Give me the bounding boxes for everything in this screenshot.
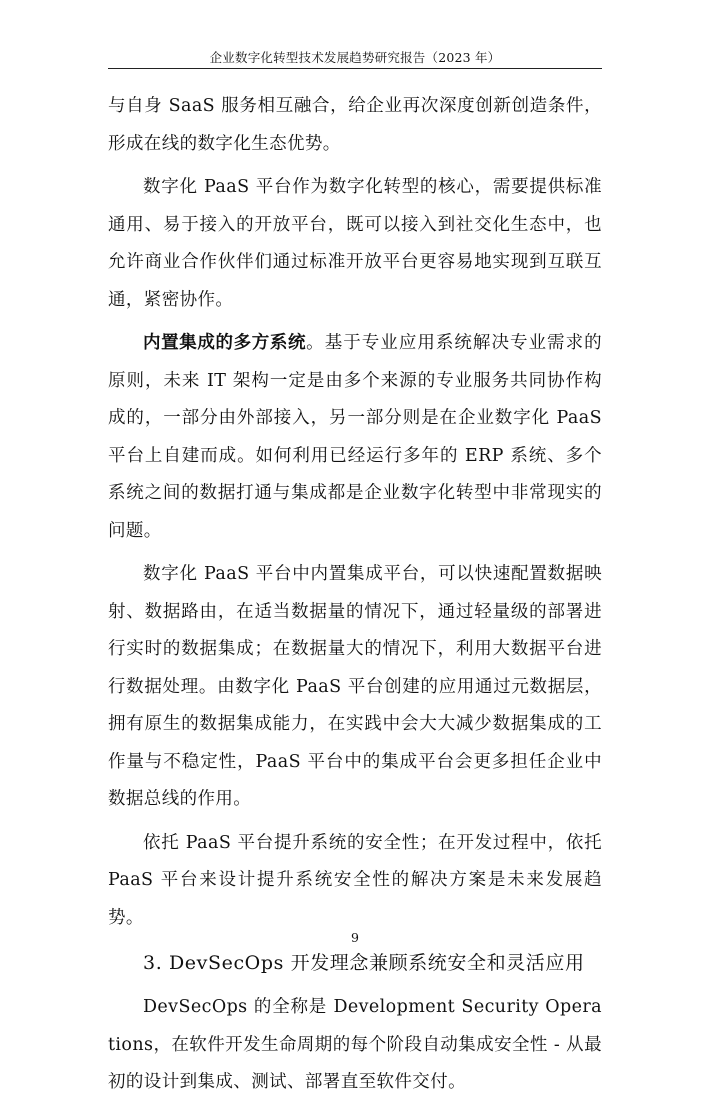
paragraph-saas-continuation: 与自身 SaaS 服务相互融合，给企业再次深度创新创造条件，形成在线的数字化生态优势。 (108, 96, 602, 154)
bold-lead-phrase: 内置集成的多方系统 (143, 333, 307, 353)
page-number: 9 (351, 930, 359, 945)
header-divider (108, 68, 602, 69)
paragraph-integration-platform: 数字化 PaaS 平台中内置集成平台，可以快速配置数据映射、数据路由，在适当数据量的情况下，通过轻量级的部署进行实时的数据集成；在数据量大的情况下，利用大数据平台进行数据处理。由数字化 PaaS 平台创建的应用通过元数据层，拥有原生的数据集成能力，在实践中会大大减少数据集成的工作量与不稳定性，PaaS 平台中的集成平台会更多担任企业中数据总线的作用。 (108, 564, 602, 809)
paragraph-body-text: 。基于专业应用系统解决专业需求的原则，未来 IT 架构一定是由多个来源的专业服务共同协作构成的，一部分由外部接入，另一部分则是在企业数字化 PaaS 平台上自建而成。如何利用已经运行多年的 ERP 系统、多个系统之间的数据打通与集成都是企业数字化转型中非常现实的问题。 (108, 333, 603, 541)
paragraph-security: 依托 PaaS 平台提升系统的安全性；在开发过程中，依托 PaaS 平台来设计提升系统安全性的解决方案是未来发展趋势。 (108, 832, 602, 928)
document-body (108, 88, 602, 1108)
section-heading-devsecops: 3. DevSecOps 开发理念兼顾系统安全和灵活应用 (143, 952, 585, 974)
paragraph-multi-system-integration (108, 325, 602, 550)
paragraph-paas-open-platform: 数字化 PaaS 平台作为数字化转型的核心，需要提供标准通用、易于接入的开放平台，既可以接入到社交化生态中，也允许商业合作伙伴们通过标准开放平台更容易地实现到互联互通，紧密协作。 (108, 177, 602, 310)
page-header-title: 企业数字化转型技术发展趋势研究报告（2023 年） (209, 50, 501, 65)
paragraph-devsecops-definition: DevSecOps 的全称是 Development Security Operations，在软件开发生命周期的每个阶段自动集成安全性 - 从最初的设计到集成、测试、部署直至软件交付。 (108, 997, 602, 1092)
